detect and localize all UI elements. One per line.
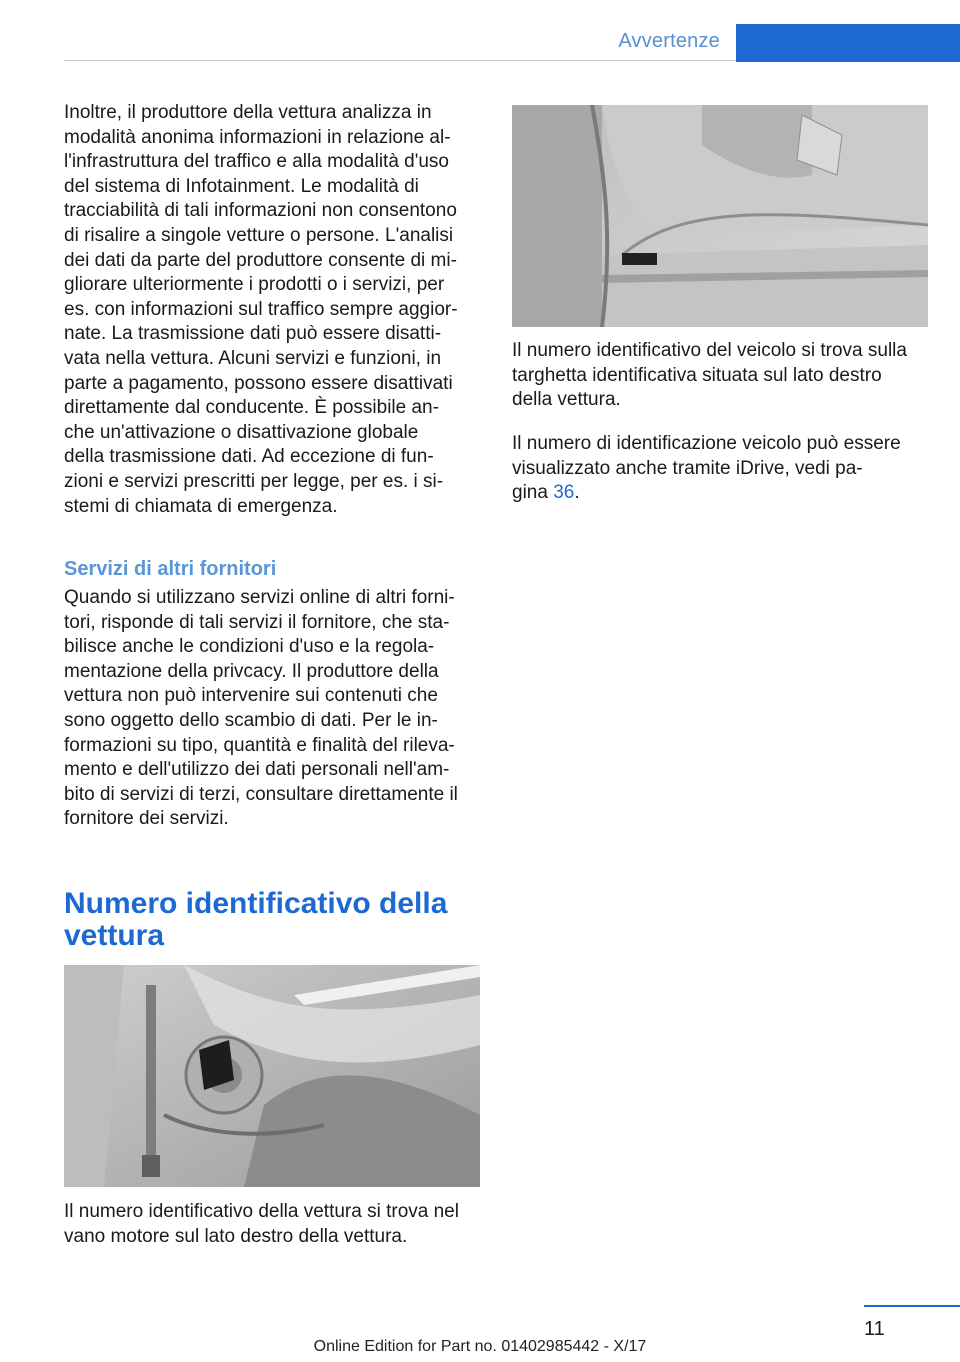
text-line: della vettura. [512, 389, 621, 411]
text-line: stemi di chiamata di emergenza. [64, 495, 338, 517]
text-line: tori, risponde di tali servizi il fornitore, che sta- [64, 611, 450, 633]
subheading-third-party-services: Servizi di altri fornitori [64, 558, 277, 580]
page-reference-link[interactable]: 36 [553, 482, 575, 504]
text-line: modalità anonima informazioni in relazione al- [64, 126, 451, 148]
text-fragment: . [574, 482, 580, 504]
text-line [512, 481, 932, 506]
text-line: vano motore sul lato destro della vettura. [64, 1225, 408, 1247]
text-line: nate. La trasmissione dati può essere disatti- [64, 323, 442, 345]
running-header-title: Avvertenze [618, 30, 720, 52]
text-line: del sistema di Infotainment. Le modalità di [64, 175, 419, 197]
text-line: vettura non può intervenire sui contenuti che [64, 685, 438, 707]
text-line: della trasmissione dati. Ad eccezione di fun- [64, 446, 434, 468]
header-accent-tab [736, 24, 960, 62]
text-line: bilisce anche le condizioni d'uso e la regola- [64, 636, 435, 658]
engine-bay-photo [64, 965, 480, 1187]
text-line: Quando si utilizzano servizi online di altri forni- [64, 587, 455, 608]
text-line: mentazione della privcacy. Il produttore della [64, 660, 439, 682]
text-line: visualizzato anche tramite iDrive, vedi pa- [512, 457, 863, 479]
text-line: tracciabilità di tali informazioni non consentono [64, 200, 457, 222]
text-fragment: gina [512, 482, 554, 504]
text-line: mento e dell'utilizzo dei dati personali nell'am- [64, 759, 450, 781]
text-line: es. con informazioni sul traffico sempre aggior- [64, 298, 458, 320]
text-line: parte a pagamento, possono essere disattivati [64, 372, 453, 394]
text-line: direttamente dal conducente. È possibile an- [64, 397, 439, 419]
text-line: di risalire a singole vetture o persone. L'analisi [64, 224, 454, 246]
text-line: gliorare ulteriormente i prodotti o i servizi, per [64, 274, 445, 296]
idrive-paragraph [512, 432, 932, 506]
text-line: targhetta identificativa situata sul lato destro [512, 364, 882, 386]
text-line: fornitore dei servizi. [64, 808, 229, 830]
text-line: formazioni su tipo, quantità e finalità del rileva- [64, 734, 455, 756]
text-line: sono oggetto dello scambio di dati. Per le in- [64, 709, 438, 731]
section-title-line: Numero identificativo della [64, 887, 448, 920]
page-number: 11 [864, 1318, 885, 1340]
text-line: l'infrastruttura del traffico e alla modalità d'uso [64, 151, 449, 173]
engine-bay-illustration [64, 965, 480, 1187]
text-line: bito di servizi di terzi, consultare direttamente il [64, 783, 458, 805]
third-party-paragraph [64, 586, 482, 832]
section-title-line: vettura [64, 919, 165, 952]
door-sill-illustration [512, 105, 928, 327]
text-line: Il numero identificativo del veicolo si trova sulla [512, 340, 907, 361]
text-line: Il numero identificativo della vettura si trova nel [64, 1201, 459, 1222]
text-line: dei dati da parte del produttore consente di mi- [64, 249, 457, 271]
engine-caption [64, 1200, 482, 1249]
footer-edition: Online Edition for Part no. 01402985442 - X/17 [313, 1338, 647, 1355]
text-line: zioni e servizi prescritti per legge, per es. i si- [64, 470, 444, 492]
door-sill-photo [512, 105, 928, 327]
plate-caption [512, 339, 932, 413]
header-rule [64, 60, 736, 61]
text-line: che un'attivazione o disattivazione globale [64, 421, 419, 443]
intro-paragraph [64, 101, 482, 519]
text-line: vata nella vettura. Alcuni servizi e funzioni, in [64, 347, 442, 369]
text-line: Il numero di identificazione veicolo può essere [512, 433, 901, 454]
section-title-vehicle-id [64, 888, 484, 952]
text-line: Inoltre, il produttore della vettura analizza in [64, 102, 432, 123]
footer-rule [864, 1305, 960, 1307]
